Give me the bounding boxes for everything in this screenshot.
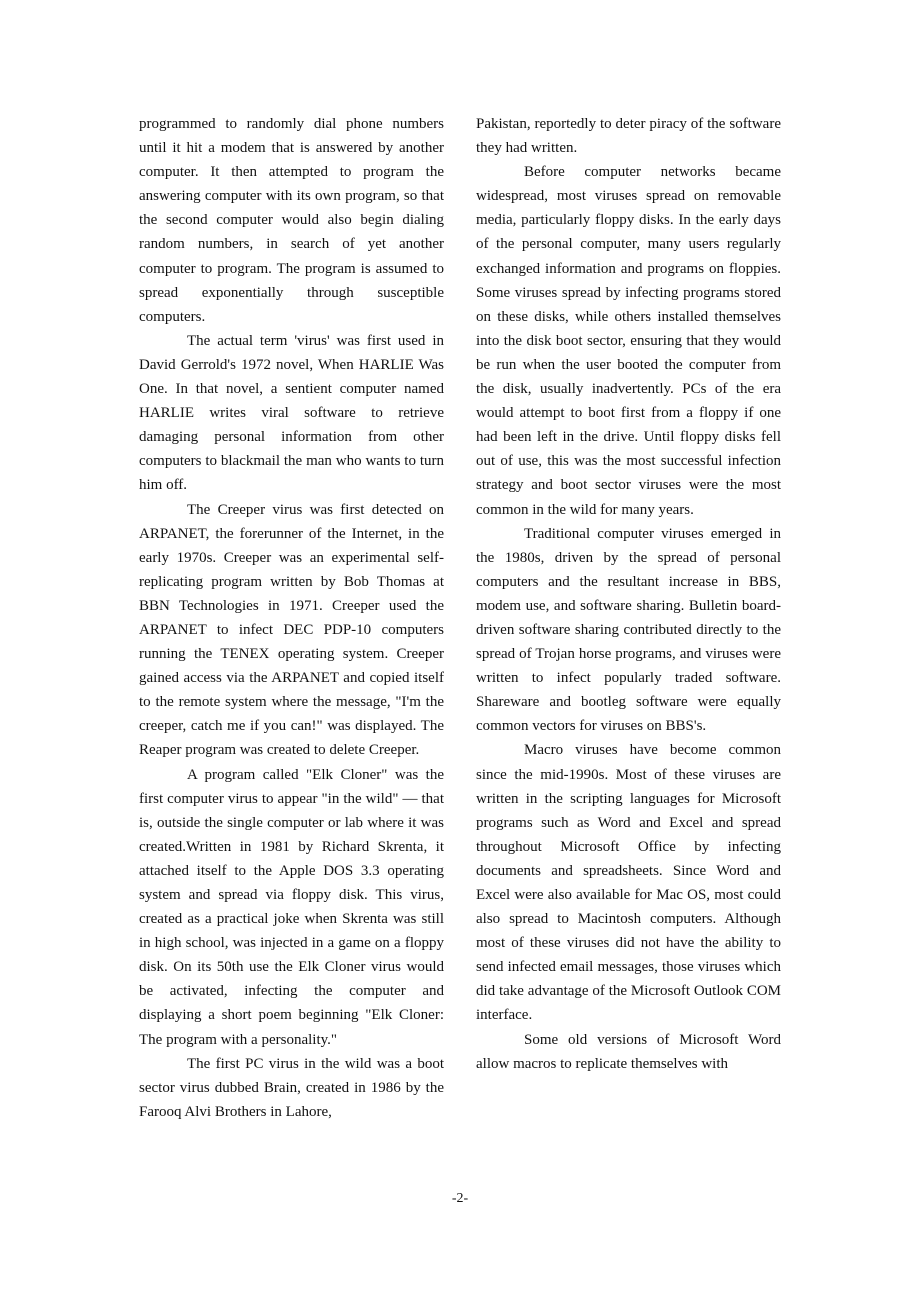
paragraph-left-1: programmed to randomly dial phone numbers until it hit a modem that is answered by another computer. It then attempted to program the answering computer with its own program, so that the second computer would also begin dialing random numbers, in search of yet another computer to program. The program is assumed to spread exponentially through susceptible computers.: [139, 116, 444, 325]
paragraph-right-3: Traditional computer viruses emerged in the 1980s, driven by the spread of personal computers and the resultant increase in BBS, modem use, and software sharing. Bulletin board-driven software sharing contributed directly to the spread of Trojan horse programs, and viruses were written to infect popularly traded software. Shareware and bootleg software were equally common vectors for viruses on BBS's.: [476, 525, 781, 735]
left-column: [139, 112, 444, 1124]
paragraph-left-4: A program called "Elk Cloner" was the first computer virus to appear "in the wild" — that is, outside the single computer or lab where it was created.Written in 1981 by Richard Skrenta, it attached itself to the Apple DOS 3.3 operating system and spread via floppy disk. This virus, created as a practical joke when Skrenta was still in high school, was injected in a game on a floppy disk. On its 50th use the Elk Cloner virus would be activated, infecting the computer and displaying a short poem beginning "Elk Cloner: The program with a personality.": [139, 766, 444, 1048]
paragraph-left-5: The first PC virus in the wild was a boot sector virus dubbed Brain, created in 1986 by the Farooq Alvi Brothers in Lahore,: [139, 1055, 444, 1120]
paragraph-right-1: Pakistan, reportedly to deter piracy of the software they had written.: [476, 116, 781, 157]
paragraph-right-4: Macro viruses have become common since the mid-1990s. Most of these viruses are written in the scripting languages for Microsoft programs such as Word and Excel and spread throughout Microsoft Office by infecting documents and spreadsheets. Since Word and Excel were also available for Mac OS, most could also spread to Macintosh computers. Although most of these viruses did not have the ability to send infected email messages, those viruses which did take advantage of the Microsoft Outlook COM interface.: [476, 742, 781, 1024]
right-column: [476, 112, 781, 1076]
paragraph-left-3: The Creeper virus was first detected on ARPANET, the forerunner of the Internet, in the early 1970s. Creeper was an experimental self-replicating program written by Bob Thomas at BBN Technologies in 1971. Creeper used the ARPANET to infect DEC PDP-10 computers running the TENEX operating system. Creeper gained access via the ARPANET and copied itself to the remote system where the message, "I'm the creeper, catch me if you can!" was displayed. The Reaper program was created to delete Creeper.: [139, 501, 444, 759]
paragraph-right-2: Before computer networks became widespread, most viruses spread on removable media, particularly floppy disks. In the early days of the personal computer, many users regularly exchanged information and programs on floppies. Some viruses spread by infecting programs stored on these disks, while others installed themselves into the disk boot sector, ensuring that they would be run when the user booted the computer from the disk, usually inadvertently. PCs of the era would attempt to boot first from a floppy if one had been left in the drive. Until floppy disks fell out of use, this was the most successful infection strategy and boot sector viruses were the most common in the wild for many years.: [476, 164, 781, 518]
page-number: -2-: [451, 1191, 469, 1206]
paragraph-right-5: Some old versions of Microsoft Word allow macros to replicate themselves with: [476, 1031, 781, 1072]
paragraph-left-2: The actual term 'virus' was first used in David Gerrold's 1972 novel, When HARLIE Was One. In that novel, a sentient computer named HARLIE writes viral software to retrieve damaging personal information from other computers to blackmail the man who wants to turn him off.: [139, 332, 444, 494]
